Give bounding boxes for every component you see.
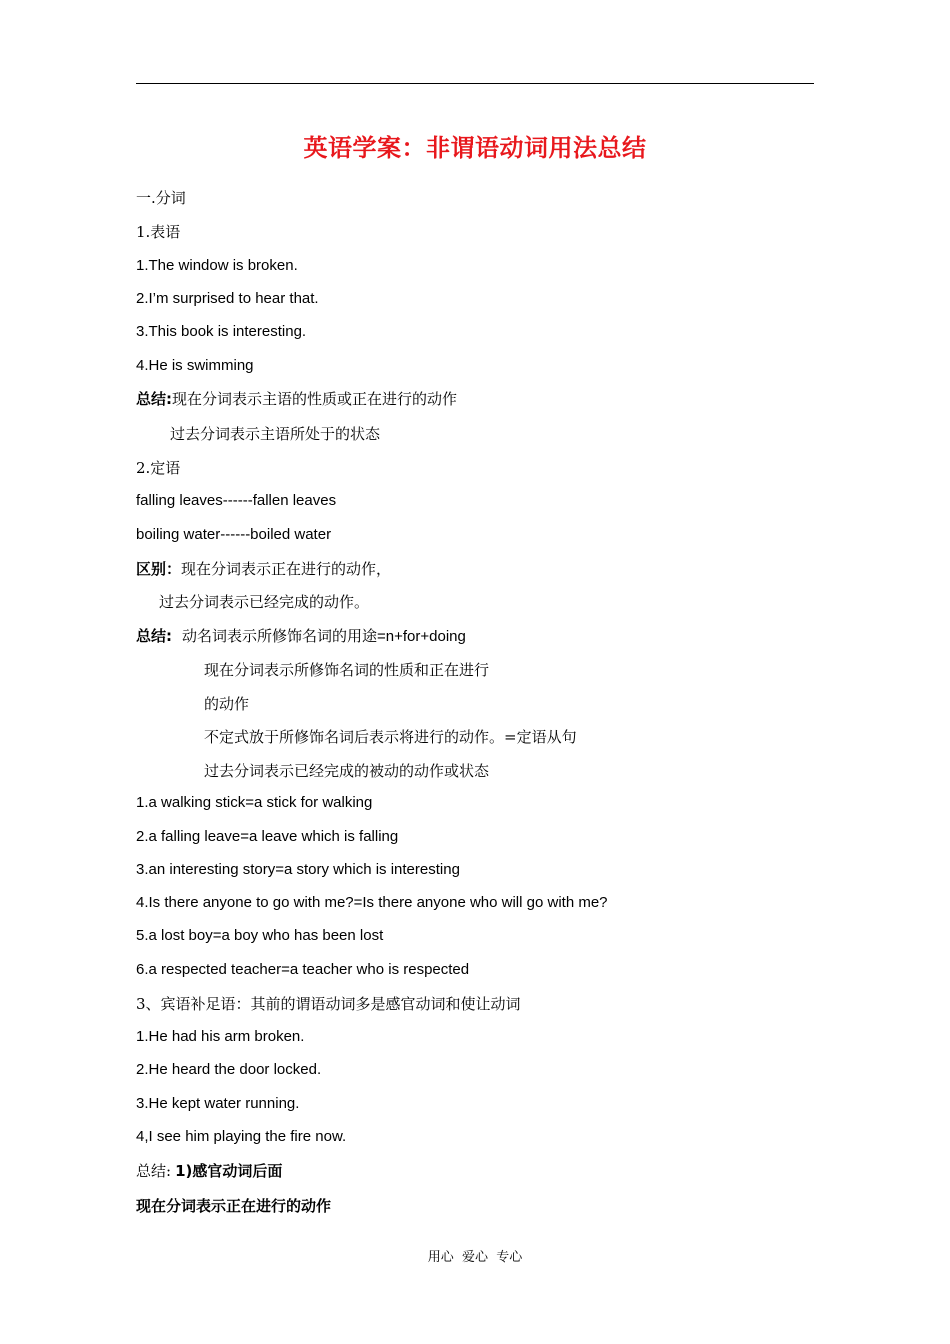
example-line: falling leaves------fallen leaves (136, 492, 337, 509)
subheading-predicative: 1.表语 (136, 223, 181, 241)
example-line: 5.a lost boy=a boy who has been lost (136, 927, 384, 944)
summary-3-line (136, 1160, 282, 1183)
example-line: 2.I’m surprised to hear that. (136, 290, 319, 307)
summary-2-label: 总结: (136, 627, 172, 645)
example-line: 4.Is there anyone to go with me?=Is there anyone who will go with me? (136, 894, 608, 911)
example-line: 3.This book is interesting. (136, 323, 307, 340)
summary-3-label: 总结: (136, 1162, 172, 1180)
example-line: 1.The window is broken. (136, 257, 298, 274)
summary-2-formula: =n+for+doing (377, 628, 466, 645)
summary-2-text: 动名词表示所修饰名词的用途 (182, 627, 378, 645)
document-title: 英语学案：非谓语动词用法总结 (303, 134, 647, 162)
example-line: 1.a walking stick=a stick for walking (136, 794, 373, 811)
example-line: boiling water------boiled water (136, 526, 332, 543)
subheading-attributive: 2.定语 (136, 459, 181, 477)
summary-line-2: 过去分词表示主语所处于的状态 (170, 425, 381, 443)
summary-text: 现在分词表示主语的性质或正在进行的动作 (172, 390, 458, 408)
summary-2-line-5: 过去分词表示已经完成的被动的动作或状态 (204, 762, 490, 780)
summary-2-line (136, 625, 466, 648)
page-footer: 用心 爱心 专心 (427, 1250, 523, 1265)
example-line: 6.a respected teacher=a teacher who is respected (136, 961, 470, 978)
difference-line (136, 558, 391, 581)
example-line: 2.a falling leave=a leave which is falling (136, 828, 399, 845)
summary-2-line-2: 现在分词表示所修饰名词的性质和正在进行 (204, 661, 490, 679)
example-line: 4,I see him playing the fire now. (136, 1128, 347, 1145)
summary-2-line-3: 的动作 (204, 695, 250, 713)
summary-3-bold: 1)感官动词后面 (175, 1162, 283, 1180)
summary-label: 总结: (136, 390, 172, 408)
example-line: 3.an interesting story=a story which is interesting (136, 861, 460, 878)
example-line: 4.He is swimming (136, 357, 254, 374)
difference-label: 区别： (136, 560, 182, 578)
subheading-complement: 3、宾语补足语：其前的谓语动词多是感官动词和使让动词 (136, 995, 521, 1013)
summary-2-line-4: 不定式放于所修饰名词后表示将进行的动作。=定语从句 (204, 728, 577, 746)
header-rule (136, 83, 814, 84)
example-line: 2.He heard the door locked. (136, 1061, 322, 1078)
section-heading: 一.分词 (136, 189, 186, 207)
example-line: 1.He had his arm broken. (136, 1028, 305, 1045)
summary-line (136, 388, 457, 411)
difference-text: 现在分词表示正在进行的动作， (181, 560, 392, 578)
example-line: 3.He kept water running. (136, 1095, 300, 1112)
difference-line-2: 过去分词表示已经完成的动作。 (159, 593, 370, 611)
summary-3-line-2: 现在分词表示正在进行的动作 (136, 1197, 332, 1215)
